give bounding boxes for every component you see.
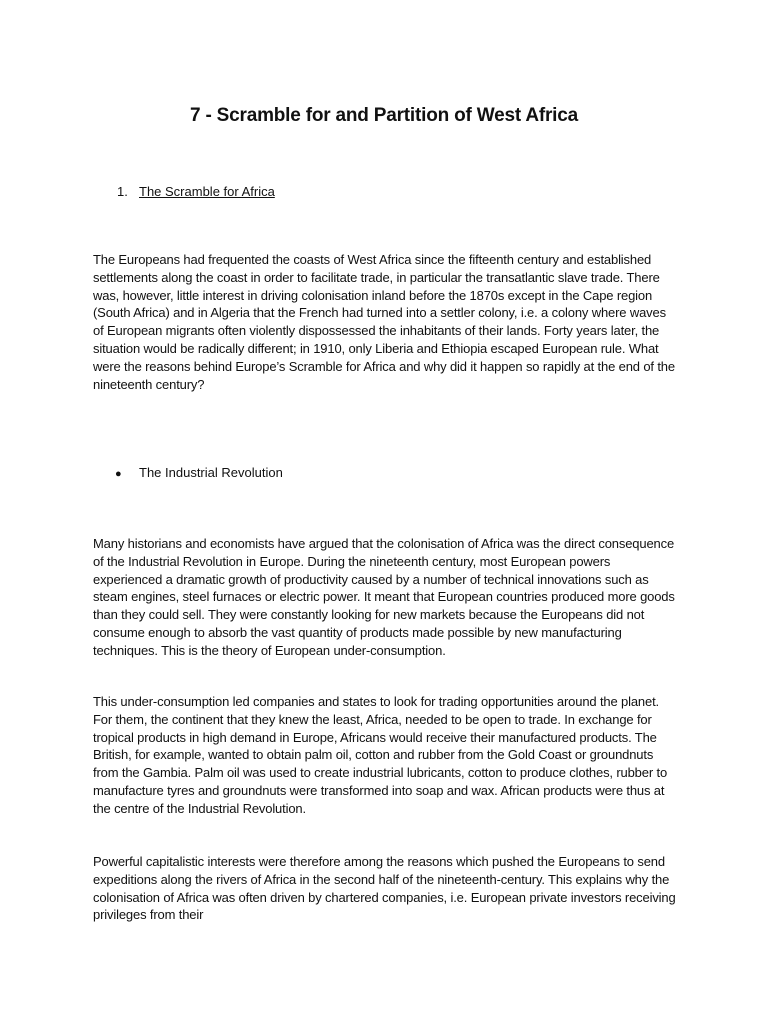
paragraph-capitalistic: Powerful capitalistic interests were therefore among the reasons which pushed the Europeans to send expeditions along the rivers of Africa in the second half of the nineteenth-century. This explains why the colonisation of Africa was often driven by chartered companies, i.e. European private investors receiving privileges from their [93, 854, 676, 923]
section-heading-scramble [117, 183, 275, 201]
paragraph-intro: The Europeans had frequented the coasts of West Africa since the fifteenth century and established settlements along the coast in order to facilitate trade, in particular the transatlantic slave trade. There was, however, little interest in driving colonisation inland before the 1870s except in the Cape region (South Africa) and in Algeria that the French had turned into a settler colony, i.e. a colony where waves of European migrants often violently dispossessed the inhabitants of their lands. Forty years later, the situation would be radically different; in 1910, only Liberia and Ethiopia escaped European rule. What were the reasons behind Europe’s Scramble for Africa and why did it happen so rapidly at the end of the nineteenth century? [93, 252, 675, 392]
list-number: 1. [117, 184, 128, 199]
page-title: 7 - Scramble for and Partition of West Africa [190, 105, 578, 126]
paragraph-industrial: Many historians and economists have argued that the colonisation of Africa was the direct consequence of the Industrial Revolution in Europe. During the nineteenth century, most European powers experienced a dramatic growth of productivity caused by a number of technical innovations such as steam engines, steel furnaces or electric power. It meant that European countries produced more goods than they could sell. They were constantly looking for new markets because the Europeans did not consume enough to absorb the vast quantity of products made possible by new manufacturing techniques. This is the theory of European under-consumption. [93, 536, 675, 658]
section-heading-text: The Scramble for Africa [139, 184, 275, 199]
paragraph-under-consumption: This under-consumption led companies and states to look for trading opportunities around the planet. For them, the continent that they knew the least, Africa, needed to be open to trade. In exchange for tropical products in high demand in Europe, Africans would receive their manufactured products. The British, for example, wanted to obtain palm oil, cotton and rubber from the Gold Coast or groundnuts from the Gambia. Palm oil was used to create industrial lubricants, cotton to produce clothes, rubber to manufacture tyres and groundnuts were transformed into soap and wax. African products were thus at the centre of the Industrial Revolution. [93, 694, 668, 816]
subsection-heading-industrial [115, 464, 283, 483]
bullet-icon: ● [115, 468, 122, 480]
subsection-heading-text: The Industrial Revolution [139, 465, 283, 480]
